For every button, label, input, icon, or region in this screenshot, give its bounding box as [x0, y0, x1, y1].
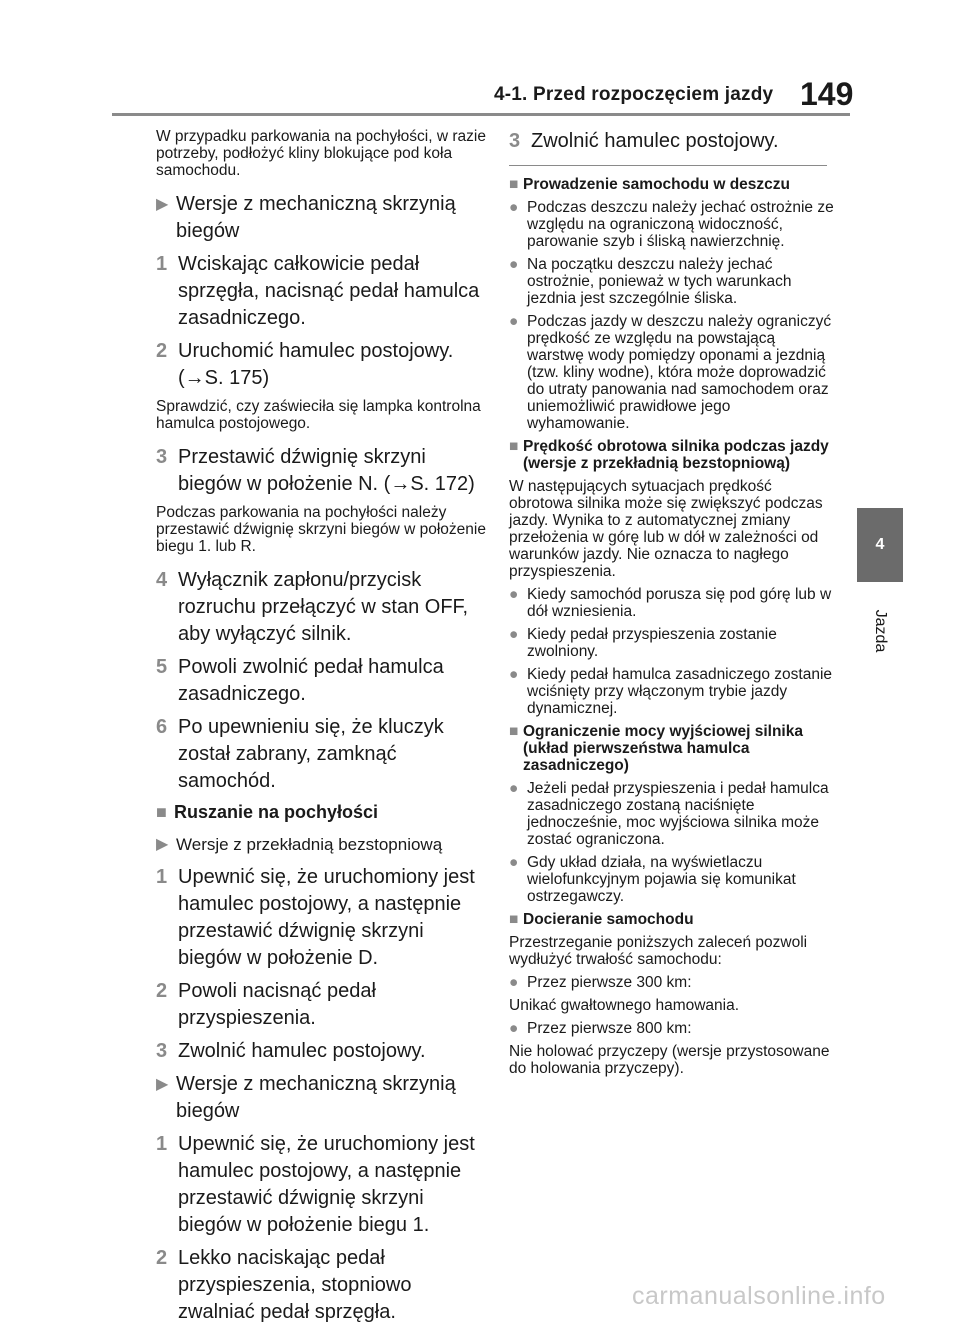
steps-a: [156, 251, 486, 392]
step-item: 1 Upewnić się, że uruchomiony jest hamulec postojowy, a następnie przestawić dźwignię skrzyni biegów w położenie biegu 1.: [156, 1133, 475, 1236]
square-bullet-icon: ■: [509, 911, 519, 928]
variant-heading: ▶ Wersje z przekładnią bezstopniową: [156, 831, 486, 858]
variant-heading: ▶ Wersje z mechaniczną skrzynią biegów: [156, 193, 456, 242]
section-heading: ■ Prędkość obrotowa silnika podczas jazdy (wersje z przekładnią bezstopniową): [509, 438, 829, 472]
page-header-title: 4-1. Przed rozpoczęciem jazdy: [494, 84, 774, 105]
step-item: 1 Wciskając całkowicie pedał sprzęgła, nacisnąć pedał hamulca zasadniczego.: [156, 253, 480, 329]
paragraph: Unikać gwałtownego hamowania.: [509, 997, 740, 1014]
circle-bullet-icon: ●: [509, 1020, 519, 1037]
step-item: 2 Lekko naciskając pedał przyspieszenia, stopniowo zwalniać pedał sprzęgła.: [156, 1247, 412, 1323]
header-divider: [112, 113, 850, 116]
circle-bullet-icon: ●: [509, 780, 519, 797]
section-heading: ■ Prowadzenie samochodu w deszczu: [509, 176, 791, 193]
step-item: 2 Uruchomić hamulec postojowy. (→S. 175): [156, 340, 454, 389]
triangle-right-icon: ▶: [156, 196, 169, 213]
step-item: 2 Powoli nacisnąć pedał przyspieszenia.: [156, 980, 376, 1029]
paragraph: Nie holować przyczepy (wersje przystosowane do holowania przyczepy).: [509, 1043, 830, 1077]
circle-bullet-icon: ●: [509, 666, 519, 683]
step-item: 3 Przestawić dźwignię skrzyni biegów w położenie N. (→S. 172): [156, 446, 475, 495]
step-note: Sprawdzić, czy zaświeciła się lampka kontrolna hamulca postojowego.: [156, 398, 481, 432]
triangle-right-icon: ▶: [156, 1076, 169, 1093]
right-column: [509, 128, 834, 1083]
paragraph: Przestrzeganie poniższych zaleceń pozwoli wydłużyć trwałość samochodu:: [509, 934, 808, 968]
section-divider: [509, 165, 827, 166]
circle-bullet-icon: ●: [509, 586, 519, 603]
square-bullet-icon: ■: [156, 802, 167, 822]
triangle-right-icon: ▶: [156, 836, 169, 853]
circle-bullet-icon: ●: [509, 974, 519, 991]
left-column: [156, 128, 486, 1332]
circle-bullet-icon: ●: [509, 313, 519, 330]
list-item: ● Kiedy pedał hamulca zasadniczego zostanie wciśnięty przy włączonym trybie jazdy dynamicznej.: [509, 666, 833, 717]
list-item: ● Na początku deszczu należy jechać ostrożnie, ponieważ w tych warunkach jezdnia jest szczególnie śliska.: [509, 256, 792, 307]
section-heading: ■ Ograniczenie mocy wyjściowej silnika (układ pierwszeństwa hamulca zasadniczego): [509, 723, 803, 774]
paragraph: W następujących sytuacjach prędkość obrotowa silnika może się zwiększyć podczas jazdy. Wynika to z automatycznej zmiany przełożenia w górę lub w dół w zależności od warunków jazdy. Nie oznacza to nagłego przyspieszenia.: [509, 478, 823, 580]
chapter-label: Jazda: [872, 609, 889, 653]
square-bullet-icon: ■: [509, 438, 519, 455]
circle-bullet-icon: ●: [509, 199, 519, 216]
chapter-tab[interactable]: 4: [857, 508, 903, 582]
step-item: 6 Po upewnieniu się, że kluczyk został zabrany, zamknąć samochód.: [156, 716, 444, 792]
section-heading: ■ Ruszanie na pochyłości: [156, 802, 379, 822]
list-item: ● Gdy układ działa, na wyświetlaczu wielofunkcyjnym pojawia się komunikat ostrzegawczy.: [509, 854, 796, 905]
square-bullet-icon: ■: [509, 723, 519, 740]
intro-note: W przypadku parkowania na pochyłości, w razie potrzeby, podłożyć kliny blokujące pod koła samochodu.: [156, 128, 486, 179]
step-note: Podczas parkowania na pochyłości należy przestawić dźwignię skrzyni biegów w położenie biegu 1. lub R.: [156, 504, 486, 555]
list-item: ● Jeżeli pedał przyspieszenia i pedał hamulca zasadniczego zostaną naciśnięte jednocześnie, moc wyjściowa silnika może zostać ograniczona.: [509, 780, 829, 848]
circle-bullet-icon: ●: [509, 256, 519, 273]
step-item: 5 Powoli zwolnić pedał hamulca zasadniczego.: [156, 656, 444, 705]
circle-bullet-icon: ●: [509, 626, 519, 643]
list-item: ● Przez pierwsze 300 km:: [509, 974, 692, 991]
step-item: 4 Wyłącznik zapłonu/przycisk rozruchu przełączyć w stan OFF, aby wyłączyć silnik.: [156, 569, 469, 645]
square-bullet-icon: ■: [509, 176, 519, 193]
list-item: ● Kiedy pedał przyspieszenia zostanie zwolniony.: [509, 626, 777, 660]
circle-bullet-icon: ●: [509, 854, 519, 871]
step-item: 3 Zwolnić hamulec postojowy.: [509, 130, 779, 152]
list-item: ● Podczas jazdy w deszczu należy ograniczyć prędkość ze względu na powstającą warstwę wody pomiędzy oponami a jezdnią (tzw. kliny wodne), która może doprowadzić do utraty panowania nad samochodem oraz uniemożliwić prawidłowe jego wyhamowanie.: [509, 313, 832, 432]
page-number: 149: [800, 76, 854, 112]
step-item: 1 Upewnić się, że uruchomiony jest hamulec postojowy, a następnie przestawić dźwignię skrzyni biegów w położenie D.: [156, 866, 475, 969]
step-item: 3 Zwolnić hamulec postojowy.: [156, 1040, 426, 1062]
list-item: ● Podczas deszczu należy jechać ostrożnie ze względu na ograniczoną widoczność, parowanie szyb i śliską nawierzchnię.: [509, 199, 834, 250]
variant-heading: ▶ Wersje z mechaniczną skrzynią biegów: [156, 1073, 456, 1122]
watermark: carmanualsonline.info: [632, 1282, 886, 1310]
list-item: ● Kiedy samochód porusza się pod górę lub w dół wzniesienia.: [509, 586, 832, 620]
section-heading: ■ Docieranie samochodu: [509, 911, 694, 928]
list-item: ● Przez pierwsze 800 km:: [509, 1020, 692, 1037]
